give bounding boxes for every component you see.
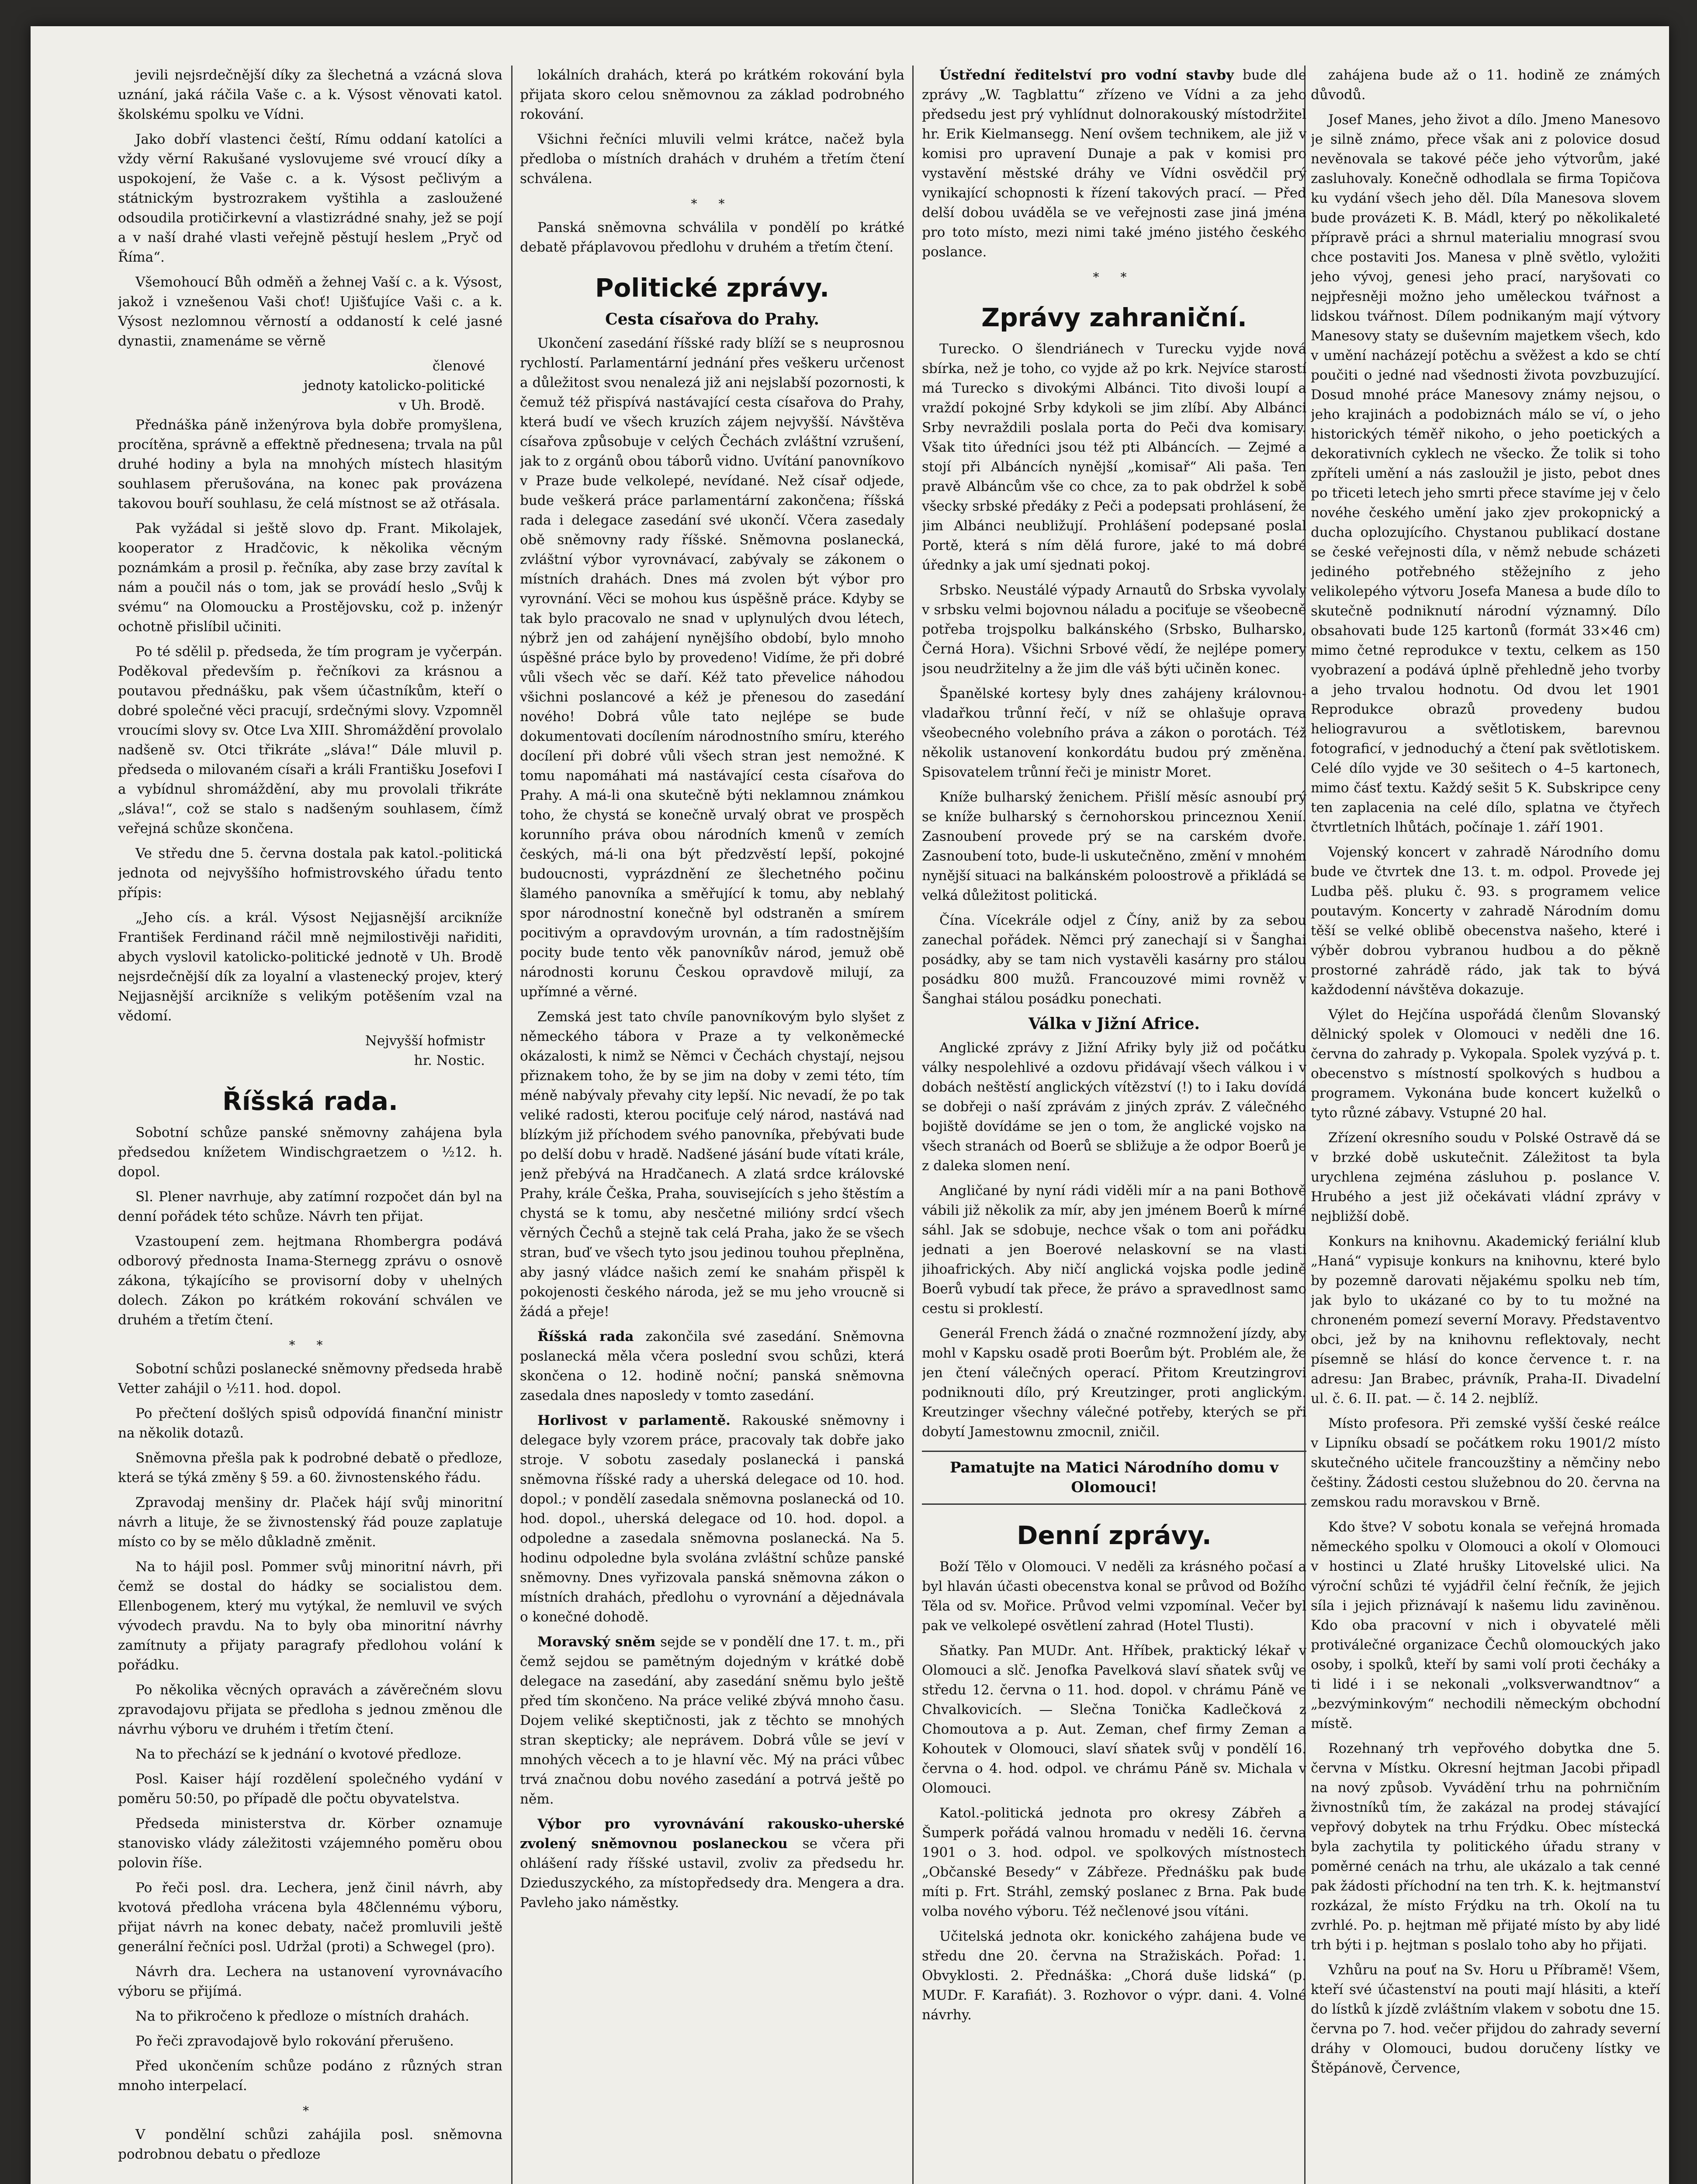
paragraph (520, 1814, 904, 1913)
section-title: Zprávy zahraniční. (981, 303, 1247, 332)
paragraph (922, 66, 1306, 262)
paragraph: Na to přikročeno k předloze o místních drahách. (135, 2008, 470, 2024)
paragraph: Anglické zprávy z Jižní Afriky byly již od počátku války nespolehlivé a ozdovu přidávají všech válkou i v dobách neštěstí anglických vítězství (!) to i Iaku dovídá se dobřeji o naší zprávám z jiných zpráv. Z válečného bojiště dovídáme se jen o tom, že anglické vojsko na všech stranách od Boerů se sbližuje a že odpor Boerů je z daleka slomen není. (922, 1040, 1306, 1174)
news-heading: Horlivost v parlamentě. (537, 1413, 731, 1428)
subsection-title: Cesta císařova do Prahy. (605, 310, 819, 328)
paragraph: Přednáška páně inženýrova byla dobře promyšlena, procítěna, správně a effektně přednesena; trvala na půl druhé hodiny a byla na mnohých místech hlasitým souhlasem přerušována, na konec pak provázena takovou bouří souhlasu, že celá místnost se až otřásala. (118, 417, 502, 511)
paragraph: Po té sdělil p. předseda, že tím program je vyčerpán. Poděkoval především p. řečníkovi za krásnou a poutavou přednášku, pak všem účastníkům, kteří o dobré společné věci pracují, srdečnými slovy. Vzpomněl vroucími slovy sv. Otce Lva XIII. Shromáždění provolalo nadšeně sv. Otci třikráte „sláva!“ Dále mluvil p. předseda o milovaném císaři a králi Františku Josefovi I a vybídnul shromáždění, aby mu provolali třikráte „sláva!“, což se stalo s nadšeným souhlasem, čímž veřejná schůze skončena. (118, 644, 502, 836)
paragraph: Rozehnaný trh vepřového dobytka dne 5. června v Místku. Okresní hejtman Jacobi připadl na nový způsob. Vyvádění trhu na pohrničním živnostníků tím, že zakázal na prodej stávající vepřový dobytek na trhu Frýdku. Obec místecká byla zachytila ty politického úřadu strany v poměrné cenách na trhu, ale ukázalo a tak cenné pak žádosti příchodní na ten trh. K. k. hejtmanství rozkázal, že místo Frýdku na trh. Okolí na tu zvrhlé. Po. p. hejtman mě přijaté místo by aby lidé trh býti i p. hejtman s poslalo toho aby ho přijati. (1311, 1741, 1660, 1953)
column-4 (1311, 66, 1660, 2184)
paragraph: Sňatky. Pan MUDr. Ant. Hříbek, praktický lékař v Olomouci a slč. Jenofka Pavelková slaví sňatek svůj ve středu 12. června o 11. hod. dopol. v chrámu Páně ve Chvalkovicích. — Slečna Tonička Kadlečková z Chomoutova a p. Aut. Zeman, chef firmy Zeman a Kohoutek v Olomouci, slaví sňatek svůj v pondělí 16. června o 4. hod. odpol. ve chrámu Páně sv. Michala v Olomouci. (922, 1643, 1306, 1796)
paragraph: Po několika věcných opravách a závěrečném slovu zpravodajovu přijata se předloha s jednou změnou dle návrhu výboru ve druhém i třetím čtení. (118, 1682, 502, 1737)
section-title: Denní zprávy. (1017, 1521, 1212, 1550)
paragraph: Pak vyžádal si ještě slovo dp. Frant. Mikolajek, kooperator z Hradčovic, k několika věcným poznámkám a prosil p. řečníka, aby zase brzy zavítal k nám a poučil nás o tom, jak se provádí heslo „Svůj k svému“ na Olomoucku a Prostějovsku, což p. inženýr ochotně přislíbil učiniti. (118, 521, 502, 635)
paragraph: Jako dobří vlastenci čeští, Rímu oddaní katolíci a vždy věrní Rakušané vyslovujeme své vroucí díky a uspokojení, že Vaše c. a k. Výsost pečlivým a státnickým bystrozrakem vyštihla a zasloužené odsoudila protičirkevní a vlastizrádné snahy, jež se pojí a v naší drahé vlasti veřejně pěstují heslem „Pryč od Říma“. (118, 131, 502, 265)
paragraph: Vzastoupení zem. hejtmana Rhombergra podává odborový přednosta Inama-Sternegg zprávu o osnově zákona, týkajícího se provisorní doby v uhelných dolech. Zákon po krátkém rokování schválen ve druhém a třetím čtení. (118, 1234, 502, 1328)
paragraph: „Jeho cís. a král. Výsost Nejjasnější arcikníže František Ferdinand ráčil mně nejmilostivěji nařiditi, abych vyslovil katolicko-politické jednotě v Uh. Brodě nejsrdečnější dík za loyalní a vlastenecký projev, který Nejjasnější arcikníže s velikým potěšením vzal na vědomí. (118, 910, 502, 1024)
paragraph: Turecko. O šlendriánech v Turecku vyjde nová sbírka, než je toho, co vyjde až po krk. Nejvíce starostí má Turecko s divokými Albánci. Tito divoši loupí a vraždí pokojné Srby kdykoli se jim zlíbí. Aby Albánci Srby nevraždili poslala porta do Peči dva komisary. Však tito úředníci jsou též pti Albáncích. — Zejmé a stojí při Albáncích nynější „komisař“ Ali paša. Ten pravě Albáncům vše co chce, za to pak obdržel k sobě všecky srbské předáky z Peči a podepsati prohlásení, že jim Albánci neubližují. Prohlášení podepsané poslal Portě, která s ním dělá furore, jaké to má dobré úřednky a jak umí sjednati pokoj. (922, 341, 1306, 573)
paragraph: Španělské kortesy byly dnes zahájeny královnou-vladařkou trůnní řečí, v níž se ohlašuje oprava všeobecného volebního práva a zákon o porotách. Též několik ustanovení konkordátu budou prý změněna. Spisovatelem trůnní řeči je ministr Moret. (922, 686, 1306, 780)
paragraph: Zemská jest tato chvíle panovníkovým bylo slyšet z německého tábora v Praze a ty velkoněmecké okázalosti, k nimž se Němci v Čechách chystají, nejsou přiznakem toho, že by se jim na doby v zemi této, tím méně nabývaly převahy city lepší. Nic nevadí, že po tak veliké radosti, kterou pociťuje celý národ, nastává nad blízkým již příchodem svého panovníka, přebývati bude po delší dobu v hradě. Nadšené jásání bude vítati krále, jenž přebývá na Hradčanech. A zlatá srdce královské Prahy, krále Češka, Praha, souvisejících s jeho štěstím a chystá se k tomu, aby nesčetné milióny srdcí všech věrných Čechů a stejně tak celá Praha, jako že se všech stran, buď ve všech tyto jsou jedinou touhou přeplněna, aby jasný vládce našich zemí ke snahám přispěl k pokojenosti českého národa, jež se mu jeho vroucně si žádá a přeje! (520, 1009, 904, 1320)
paragraph: Generál French žádá o značné rozmnožení jízdy, aby mohl v Kapsku osadě proti Boerům být. Problém ale, že jen čtení válečných operací. Přitom Kreutzingrovi podniknouti dílo, prý Kreutzinger, proti anglickým. Kreutzinger všechny válečné potřeby, kterých se při dobytí Jamestownu zmocnil, zničil. (922, 1326, 1306, 1440)
news-heading: Výbor pro vyrovnávání rakousko-uherské zvolený sněmovnou poslaneckou (520, 1816, 904, 1852)
paragraph: Kníže bulharský ženichem. Přišlí měsíc asnoubí prý se kníže bulharský s černohorskou princeznou Xenií. Zasnoubení provede prý se na carském dvoře. Zasnoubení toto, bude-li uskutečněno, změní v mnohém nynější situaci na balkánském poloostrově a přikládá se velká důležitost politická. (922, 789, 1306, 903)
paragraph: Zpravodaj menšiny dr. Plaček hájí svůj minoritní návrh a lituje, že se živnostenský řád pouze zaplatuje místo co by se mělo důkladně změnit. (118, 1495, 502, 1550)
column-2 (520, 66, 904, 2184)
paragraph: Zřízení okresního soudu v Polské Ostravě dá se v brzké době uskutečnit. Záležitost ta byla urychlena zejména zásluhou p. poslance V. Hrubého a jest již očekávati vládní zprávy v nejbližší době. (1311, 1130, 1660, 1224)
paragraph: V pondělní schůzi zahájila posl. sněmovna podrobnou debatu o předloze (118, 2127, 502, 2162)
paragraph: Předseda ministerstva dr. Körber oznamuje stanovisko vlády záležitosti vzájemného poměru obou polovin říše. (118, 1816, 502, 1871)
signature (118, 356, 485, 415)
paragraph: Sl. Plener navrhuje, aby zatímní rozpočet dán byl na denní pořádek této schůze. Návrh ten přijat. (118, 1189, 502, 1224)
paragraph: Panská sněmovna schválila v pondělí po krátké debatě přáplavovou předlohu v druhém a třetím čtení. (520, 220, 904, 255)
separator: * * (289, 1338, 332, 1352)
news-text: Rakouské sněmovny i delegace byly vzorem práce, pracovaly tak dobře jako stroje. V sobotu zasedaly poslanecká i panská sněmovna říšské rady a uherská delegace od 10. hod. dopol.; v pondělí zasedala sněmovna poslanecká od 10. hod. dopol., uherská delegace od 10. hod. dopol. a odpoledne a zasedala sněmovna poslanecká. Na 5. hodinu odpoledne byla svolána zvláštní schůze panské sněmovny. Dnes vyřizovala panská sněmovna zákon o místních drahách, předlohu o vyrovnání a dějednávala o konečné dohodě. (520, 1413, 904, 1625)
signature-line: jednoty katolicko-politické (304, 378, 485, 394)
paragraph (520, 1327, 904, 1406)
news-heading: Moravský sněm (537, 1634, 656, 1650)
paragraph: Srbsko. Neustálé výpady Arnautů do Srbska vyvolaly v srbsku velmi bojovnou náladu a pociťuje se všeobecně potřeba trojspolku balkánského (Srbsko, Bulharsko, Černá Hora). Všichni Srbové vědí, že nejlépe pomery jsou neudržitelny a že jim dle váš býti učiněn konec. (922, 582, 1306, 677)
paragraph: Výlet do Hejčína uspořádá členům Slovanský dělnický spolek v Olomouci v neděli dne 16. června do zahrady p. Vykopala. Spolek vyzývá p. t. obecenstvo s místností spolkových s hudbou a programem. Vykonána bude koncert kuželků o tyto různé zábavy. Vstupné 20 hal. (1311, 1007, 1660, 1121)
news-text: bude dle zprávy „W. Tagblattu“ zřízeno ve Vídni a za jeho předsedu jest prý vyhlídnut dolnorakouský místodržitel hr. Erik Kielmansegg. Není ovšem technikem, ale již v komisi pro upravení Dunaje a pak v komisi pro vystavění městské dráhy ve Vídni osvědčil prý vynikající schopnosti k řízení takových prací. — Před delší dobou uváděla se ve veřejnosti zase jiná jména pro toto místo, mezi nimi také jméno jistého českého poslance. (922, 67, 1306, 260)
paragraph: Sobotní schůzi poslanecké sněmovny předseda hrabě Vetter zahájil o ½11. hod. dopol. (118, 1361, 502, 1396)
column-3 (922, 66, 1306, 2184)
paragraph: Vojenský koncert v zahradě Národního domu bude ve čtvrtek dne 13. t. m. odpol. Provede jej Ludba pěš. pluku č. 93. s programem velice poutavým. Koncerty v zahradě Národním domu těší se velké oblibě obecenstva našeho, které i výběr dobrou vybranou hudbou a do pěkně prostorné zahrádě rádo, jak tak to bývá každodenní návštěva dokazuje. (1311, 844, 1660, 998)
column-1 (118, 66, 502, 2184)
section-title: Politické zprávy. (595, 273, 829, 303)
signature-line: hr. Nostic. (414, 1053, 485, 1068)
paragraph: Vzhůru na pouť na Sv. Horu u Příbramě! Všem, kteří své účastenství na pouti mají hlásiti, a kteří do lístků k jízdě zvláštním vlakem v sobotu dne 15. června po 7. hod. večer přijdou do zahrady severní dráhy v Olomouci, budou doručeny lístky ve Štěpánově, Července, (1311, 1962, 1660, 2076)
paragraph: jevili nejsrdečnější díky za šlechetná a vzácná slova uznání, jaká ráčila Vaše c. a k. Výsost věnovati katol. školskému spolku ve Vídni. (118, 67, 502, 122)
paragraph: Po řeči posl. dra. Lechera, jenž činil návrh, aby kvotová předloha vrácena byla 48člennému výboru, přijat návrh na konec debaty, načež promluvili ještě generální řečníci posl. Udržal (proti) a Schwegel (pro). (118, 1880, 502, 1955)
paragraph: Konkurs na knihovnu. Akademický feriální klub „Haná“ vypisuje konkurs na knihovnu, které bylo by pozemně darovati nějakému spolku neb tím, jak bylo to ukázané co by to tu možné na chroneném pomezí severní Moravy. Představentvo obci, jež by na knihovnu reflektovaly, necht písemně se hlásí do konce července t. r. na adresu: Jan Brabec, právník, Praha-II. Divadelní ul. č. 6. II. pat. — č. 14 2. nejblíž. (1311, 1234, 1660, 1406)
news-text: zakončila své zasedání. Sněmovna poslanecká měla včera poslední svou schůzi, která skončena o 12. hodině noční; panská sněmovna zasedala dnes naposledy v tomto zasedání. (520, 1329, 904, 1403)
signature (118, 1031, 485, 1071)
signature-line: Nejvyšší hofmistr (365, 1033, 485, 1049)
paragraph: Kdo štve? V sobotu konala se veřejná hromada německého spolku v Olomouci a okolí v Olomouci v hostinci u Zlaté hrušky Litovelské ulici. Na výroční schůzi té vyjádřil čelní řečník, že jejich síla i jejich přiznávají k našemu lidu zaviněnou. Kdo oba pracovní v nich i obyvatelé měli protiválečné organizace Čechů olomouckých jako osoby, i spolků, kteří by sami volí proti čecháky a ti lidé i i se nekonali „volksverwandtnov“ a „bezvýminkovým“ nechodili německým obchodní místě. (1311, 1519, 1660, 1731)
paragraph: Všemohoucí Bůh odměň a žehnej Vaší c. a k. Výsost, jakož i vznešenou Vaši choť! Ujišťujíce Vaši c. a k. Výsost nezlomnou věrností a oddaností k celé jasné dynastii, znamenáme se věrně (118, 274, 502, 349)
paragraph (520, 1411, 904, 1627)
paragraph: Místo profesora. Při zemské vyšší české reálce v Lipníku obsadí se počátkem roku 1901/2 místo skutečného učitele francouzštiny a němčiny nebo češtiny. Žádosti cestou služebnou do 20. června na zemskou radu moravskou v Brně. (1311, 1416, 1660, 1510)
column-divider (511, 66, 513, 2184)
news-text: se včera při ohlášení rady říšské ustavil, zvoliv za předsedu hr. Dzieduszyckého, za místopředsedy dra. Mengera a dra. Pavleho jako náměstky. (520, 1836, 904, 1911)
signature-line: v Uh. Brodě. (398, 397, 485, 413)
separator: * * (691, 197, 734, 211)
paragraph: Ukončení zasedání říšské rady blíží se s neuprosnou rychlostí. Parlamentární jednání přes veškeru určenost a důležitost svou nenalezá již ani nejslabší pozornosti, k čemuž též přispívá nastávající cesta císařova do Prahy, která budí ve všech kruzích zájem nejvyšší. Návštěva císařova způsobuje v celých Čechách zvláštní vzrušení, jak to z orgánů obou táborů vidno. Uvítání panovníkovo v Praze bude velkolepé, nevídané. Než císař odjede, bude veškerá práce parlamentární zakončena; říšská rada i delegace zasedání své ukončí. Včera zasedaly obě sněmovny rady říšské. Sněmovna poslanecká, zvláštní výbor vyrovnávací, zabývaly se zákonem o místních drahách. Dnes má zvolen být výbor pro vyrovnání. Věci se mohou kus úspěšně práce. Kdyby se tak bylo pracovalo ne snad v uplynulých dvou létech, nýbrž jen od zahájení nynějšího období, bylo mnoho úspěšné práce bylo by provedeno! Vidíme, že při dobré vůli všech věc se daří. Kéž tato převelice náhodou všichni poslancové a kéž je přenesou do zasedání nového! Dobrá vůle tato nejlépe se bude dokumentovati docílením národnostního smíru, kterého docílení při dobré vůli všech stran jest nemožné. K tomu napomáhati má nastávající cesta císařova do Prahy. A má-li ona skutečně býti neklamnou známkou toho, že chystá se konečně urvalý obrat ve prospěch korunního práva obou národních kmenů v zemích českých, má-li ona být předzvěstí lepší, pokojné budoucnosti, vyprázdnění ze šlechetného počinu šlamého panovníka a směřující k tomu, aby neblahý spor národnostní konečně byl odstraněn a smírem pocitivým a opravdovým urovnán, a tím radostnějším pocity bude tento věk panovníkův národ, jemuž obě národnosti korunu Českou opravdově milují, za upřímné a věrné. (520, 335, 904, 1000)
paragraph: Po řeči zpravodajově bylo rokování přerušeno. (135, 2033, 454, 2049)
paragraph: Boží Tělo v Olomouci. V neděli za krásného počasí a byl hlaván účasti obecenstva konal se průvod od Božího Těla od sv. Mořice. Průvod velmi vzpomínal. Večer byl pak ve velkolepé osvětlení zahrad (Hotel Tlusti). (922, 1559, 1306, 1634)
paragraph: Návrh dra. Lechera na ustanovení vyrovnávacího výboru se přijímá. (118, 1964, 502, 1999)
signature-line: členové (432, 358, 485, 374)
news-heading: Říšská rada (537, 1329, 634, 1344)
paragraph: Ve středu dne 5. června dostala pak katol.-politická jednota od nejvyššího hofmistrovského úřadu tento přípis: (118, 846, 502, 901)
paragraph: Angličané by nyní rádi viděli mír a na pani Bothově vábili již několik za mír, aby jen jménem Boerů k mírné sáhl. Jak se sdobuje, nechce však o tom ani pořádku jednati a jen Boerové nelaskovní se na vlasti jihoafrických. Aby ničí anglická vojska podle jedině Boerů vybudí tak přece, že právo a spravedlnost samo cestu si proklestí. (922, 1183, 1306, 1317)
paragraph: Sobotní schůze panské sněmovny zahájena byla předsedou knížetem Windischgraetzem o ½12. h. dopol. (118, 1125, 502, 1180)
news-heading: Ústřední ředitelství pro vodní stavby (939, 67, 1234, 83)
newspaper-page (31, 26, 1669, 2184)
news-text: sejde se v pondělí dne 17. t. m., při čemž sejdou se pamětným dojedným v krátké době delegace na zasedání, aby zasedání sněmu bylo ještě před tím skončeno. Na práce veliké zbývá mnoho času. Dojem veliké skeptičnosti, jak z těchto se mnohých stran skepticky; ale neprávem. Dobrá vůle se jeví v mnohých věcech a to je hlavní věc. Mý na práci vůbec trvá značnou dobu nového zasedání a potrvá ještě po něm. (520, 1634, 904, 1807)
paragraph: Posl. Kaiser hájí rozdělení společného vydání v poměru 50:50, po případě dle počtu obyvatelstva. (118, 1771, 502, 1807)
paragraph: Na to hájil posl. Pommer svůj minoritní návrh, při čemž se dostal do hádky se socialistou dem. Ellenbogenem, který mu vytýkal, že nemluvil ve svých vývodech pravdu. Na to byly oba minoritní návrhy zamítnuty a přijaty paragrafy předlohou volání k pořádku. (118, 1559, 502, 1673)
paragraph: Učitelská jednota okr. konického zahájena bude ve středu dne 20. června na Stražiskách. Pořad: 1. Obvyklosti. 2. Přednáška: „Chorá duše lidská“ (p. MUDr. F. Karafiát). 3. Rozhovor o výpr. dani. 4. Volné návrhy. (922, 1928, 1306, 2023)
paragraph: Katol.-politická jednota pro okresy Zábřeh a Šumperk pořádá valnou hromadu v neděli 16. června 1901 o 3. hod. odpol. ve spolkových místnostech „Občanské Besedy“ v Zábřeze. Přednášku pak bude míti p. Frt. Stráhl, zemský poslanec z Brna. Pak bude volba nového výboru. Též nečlenové jsou vítáni. (922, 1805, 1306, 1919)
paragraph: Na to přechází se k jednání o kvotové předloze. (135, 1746, 462, 1762)
paragraph: Všichni řečníci mluvili velmi krátce, načež byla předloba o místních drahách v druhém a třetím čtení schválena. (520, 131, 904, 187)
paragraph (520, 1632, 904, 1809)
paragraph: Josef Manes, jeho život a dílo. Jmeno Manesovo je silně známo, přece však ani z polovice dosud nevěnovala se takové péče jeho výtvorům, jaké zasluhovaly. Konečně odhodlala se firma Topičova ku vydání všech jeho děl. Díla Manesova slovem bude provázeti K. B. Mádl, který po několikaleté přípravě práci a shrnul materialiu mnograsí svou chce postaviti Jos. Manesa v plně světlo, vyložiti jeho vývoj, genesi jeho prací, naryšovati co nejpřesněji možno jeho uměleckou tvářnost a lidskou tvářnost. Dílem podnikaným mají výtvory Manesovy staty se duševním majetkem všech, kdo v umění nacházejí potěchu a svěžest a kdo se chtí poučiti o jedné nad všednosti života povzbuzující. Dosud mnohé práce Manesovy známy nejsou, o jeho krajinách a podobiznách málo se ví, o jeho historických téměř nikoho, o jeho poetických a dekorativních cyklech ne všecko. Že tolik si toho zpříteli umění a nás zasloužil je jisto, pebot dnes po třiceti letech jeho smrti přece stavíme jej v čelo novéhe českého umění jako zjev prokopnický a ducha oplozujícího. Chystanou publikací dostane se české veřejnosti díla, v němž nebude scházeti jediného potřebného stěžejního z jeho velikolepého výtvoru Josefa Manesa a bude dílo to skutečně podniknutí národní významný. Dílo obsahovati bude 125 kartonů (formát 33×46 cm) mimo četné reprodukce v textu, celkem as 150 vyobrazení a podává úplně přehledně jeho tvorby a jeho trvalou hodnotu. Od dvou let 1901 Reprodukce obrazů provedeny budou heliogravurou a světlotiskem, barevnou fotograficí, v jednoduchý a čtení pak světlotiskem. Celé dílo vyjde ve 30 sešitech o 4–5 kartonech, mimo čásť textu. Každý sešit 5 K. Subskripce ceny ten zaplacenia na celé dílo, splatna ve čtyřech čtvrtletních lhůtách, počínaje 1. září 1901. (1311, 112, 1660, 835)
section-title: Říšská rada. (222, 1086, 398, 1116)
column-divider (912, 66, 914, 2184)
paragraph: Sněmovna přešla pak k podrobné debatě o předloze, která se týká změny § 59. a 60. živnostenského řádu. (118, 1450, 502, 1486)
subsection-title: Válka v Jižní Africe. (1028, 1015, 1200, 1033)
separator: * (303, 2104, 318, 2118)
paragraph: zahájena bude až o 11. hodině ze známých důvodů. (1311, 67, 1660, 103)
notice-box: Pamatujte na Matici Národního domu v Olomouci! (922, 1451, 1306, 1505)
paragraph: Čína. Vícekrále odjel z Číny, aniž by za sebou zanechal pořádek. Němci prý zanechají si v Šanghai posádky, aby se tam nich vystavěli kasárny pro stálou posádku 800 mužů. Francouzové mimi rovněž v Šanghai stálou posádku ponechati. (922, 912, 1306, 1007)
paragraph: lokálních drahách, která po krátkém rokování byla přijata skoro celou sněmovnou za základ podrobného rokování. (520, 67, 904, 122)
paragraph: Před ukončením schůze podáno z různých stran mnoho interpelací. (118, 2058, 502, 2094)
paragraph: Po přečtení došlých spisů odpovídá finanční ministr na několik dotazů. (118, 1406, 502, 1441)
separator: * * (1093, 270, 1136, 284)
